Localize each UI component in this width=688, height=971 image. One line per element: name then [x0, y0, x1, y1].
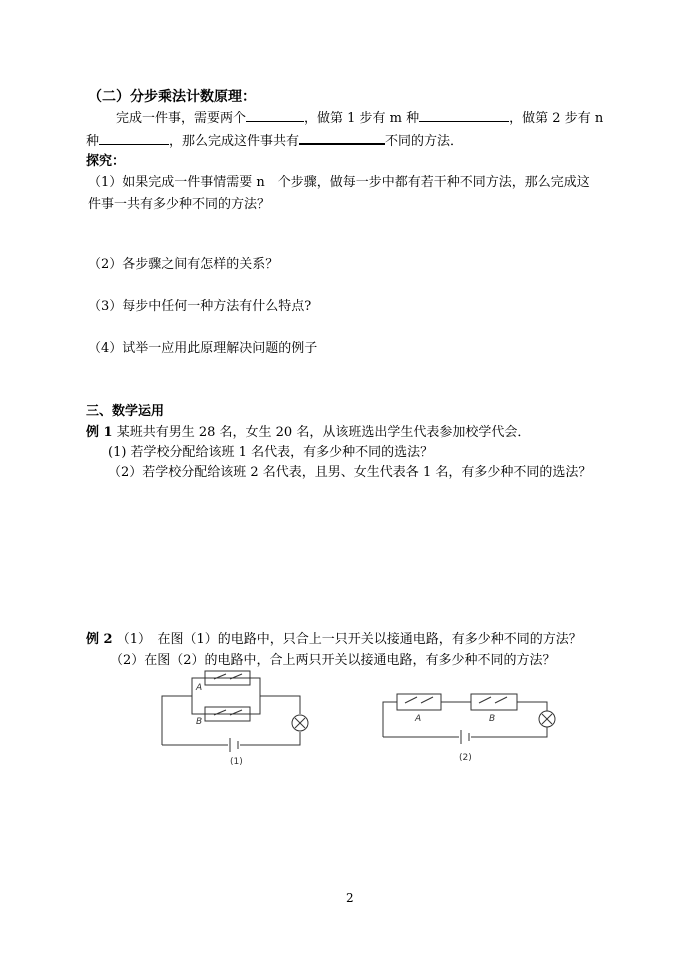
figure-2-label: (2): [459, 753, 472, 763]
example-1-text: 某班共有男生 28 名，女生 20 名，从该班选出学生代表参加校学代会．: [116, 425, 531, 440]
answer-blank[interactable]: [99, 132, 169, 145]
circuit-figure-2: [375, 682, 565, 770]
principle-line-2: [86, 130, 463, 149]
explore-question-3: （3）每步中任何一种方法有什么特点?: [88, 299, 312, 314]
section-three-title: 三、数学运用: [86, 404, 165, 419]
answer-blank[interactable]: [246, 109, 304, 122]
principle-text: 完成一件事，需要两个: [116, 111, 247, 126]
switch-a-label: A: [196, 683, 203, 693]
principle-text: ，做第 2 步有 n: [509, 111, 604, 126]
principle-text: ，那么完成这件事共有: [169, 134, 300, 149]
example-2-question-2: （2）在图（2）的电路中，合上两只开关以接通电路，有多少种不同的方法？: [110, 653, 556, 668]
explore-question-2: （2）各步骤之间有怎样的关系？: [88, 257, 279, 272]
explore-question-1-cont: 件事一共有多少种不同的方法？: [88, 197, 271, 212]
circuit-figure-1: [150, 670, 330, 770]
example-1-question-1: (1) 若学校分配给该班 1 名代表，有多少种不同的选法？: [108, 445, 434, 460]
switch-a-label: A: [415, 714, 422, 724]
switch-b-label: B: [196, 717, 203, 727]
example-2: [86, 628, 582, 647]
principle-text: 不同的方法．: [385, 134, 464, 149]
example-1-label: 例 1: [86, 425, 113, 440]
answer-blank[interactable]: [299, 131, 385, 145]
figure-1-label: (1): [230, 757, 243, 767]
explore-question-4: （4）试举一应用此原理解决问题的例子: [88, 341, 318, 356]
page-number: 2: [346, 891, 354, 905]
section-two-title: （二）分步乘法计数原理：: [88, 89, 256, 105]
example-2-question-1: （1） 在图（1）的电路中，只合上一只开关以接通电路，有多少种不同的方法？: [116, 632, 582, 647]
example-1-question-2: （2）若学校分配给该班 2 名代表，且男、女生代表各 1 名，有多少种不同的选法？: [108, 465, 592, 480]
answer-blank[interactable]: [419, 109, 509, 122]
principle-text: 种: [86, 134, 100, 149]
example-2-label: 例 2: [86, 632, 113, 647]
principle-line-1: [116, 107, 603, 126]
principle-text: ，做第 1 步有 m 种: [304, 111, 420, 126]
example-1: [86, 421, 530, 440]
explore-question-1: （1）如果完成一件事情需要 n 个步骤，做每一步中都有若干种不同方法，那么完成这: [88, 175, 590, 190]
explore-label: 探究：: [86, 154, 126, 169]
switch-b-label: B: [489, 714, 496, 724]
